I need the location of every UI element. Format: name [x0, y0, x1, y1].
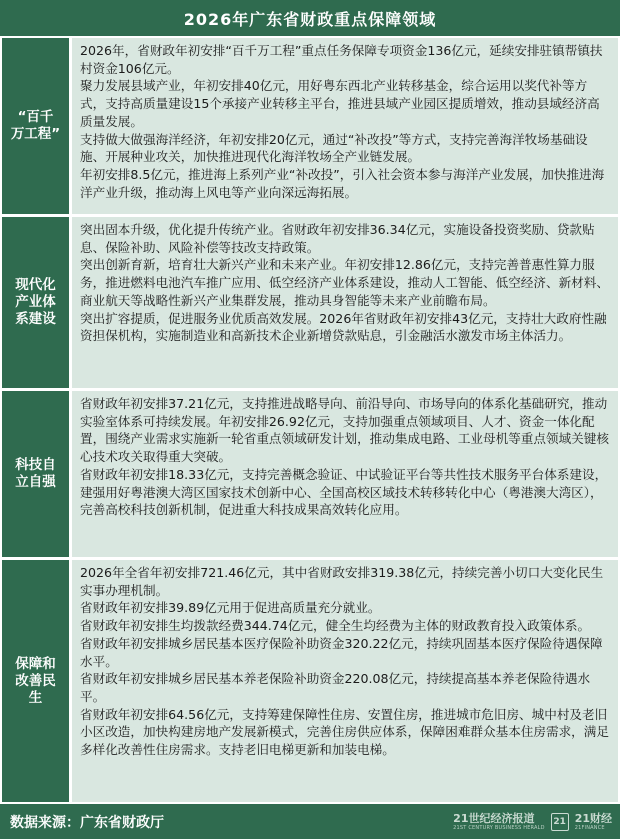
footer-bar: [0, 804, 620, 839]
section-text: 突出固本升级，优化提升传统产业。省财政年初安排36.34亿元，实施设备投资奖励、贷款贴息、保险补助、风险补偿等技改支持政策。 突出创新育新，培育壮大新兴产业和未来产业。年初安排12.86亿元，支持完善普惠性算力服务，推进燃料电池汽车推广应用、低空经济产业体系建设，推动人工智能、低空经济、新材料、商业航天等战略性新兴产业集群发展，推动具身智能等未来产业前瞻布局。 突出扩容提质，促进服务业优质高效发展。2026年省财政年初安排43亿元，支持壮大政府性融资担保机构，实施制造业和高新技术企业新增贷款贴息，引金融活水激发市场主体活力。: [72, 217, 618, 388]
watermark-mark-icon: 21: [551, 813, 569, 831]
section-livelihood: [2, 560, 618, 802]
watermark: [453, 813, 612, 831]
watermark-logo-21finance: 21财经 21FINANCE: [574, 811, 612, 831]
category-label: 保障和 改善民 生: [2, 560, 72, 802]
category-label: 现代化 产业体 系建设: [2, 217, 72, 388]
data-source: 数据来源：广东省财政厅: [10, 814, 164, 831]
watermark-logo-21cbh: 21世纪经济报道 21ST CENTURY BUSINESS HERALD: [453, 811, 545, 831]
category-label: 科技自 立自强: [2, 391, 72, 557]
section-industry: [2, 217, 618, 388]
category-label: “百千 万工程”: [2, 38, 72, 214]
section-text: 2026年全省年初安排721.46亿元，其中省财政安排319.38亿元，持续完善小切口大变化民生实事办理机制。 省财政年初安排39.89亿元用于促进高质量充分就业。 省财政年初安排生均拨款经费344.74亿元，健全生均经费为主体的财政教育投入政策体系。 省财政年初安排城乡居民基本医疗保险补助资金320.22亿元，持续巩固基本医疗保险待遇保障水平。 省财政年初安排城乡居民基本养老保险补助资金220.08亿元，持续提高基本养老保险待遇水平。 省财政年初安排64.56亿元，支持筹建保障性住房、安置住房，推进城市危旧房、城中村及老旧小区改造，加快构建房地产发展新模式，完善住房供应体系，保障困难群众基本住房需求，满足多样化改善性住房需求。支持老旧电梯更新和加装电梯。: [72, 560, 618, 802]
section-bqw: [2, 38, 618, 214]
section-text: 省财政年初安排37.21亿元，支持推进战略导向、前沿导向、市场导向的体系化基础研究，推动实验室体系可持续发展。年初安排26.92亿元，支持加强重点领域项目、人才、资金一体化配置，围绕产业需求实施新一轮省重点领域研发计划，推动集成电路、工业母机等重点领域关键核心技术攻关取得重大突破。 省财政年初安排18.33亿元，支持完善概念验证、中试验证平台等共性技术服务平台体系建设，建强用好粤港澳大湾区国家技术创新中心、全国高校区域技术转移转化中心（粤港澳大湾区），完善高校科技创新机制，促进重大科技成果高效转化应用。: [72, 391, 618, 557]
page-title: 2026年广东省财政重点保障领域: [0, 0, 620, 36]
section-text: 2026年，省财政年初安排“百千万工程”重点任务保障专项资金136亿元，延续安排驻镇帮镇扶村资金106亿元。 聚力发展县域产业，年初安排40亿元，用好粤东西北产业转移基金，综合运用以奖代补等方式，支持高质量建设15个承接产业转移主平台，推进县域产业园区提质增效，推动县域经济高质量发展。 支持做大做强海洋经济，年初安排20亿元，通过“补改投”等方式，支持完善海洋牧场基础设施、开展种业攻关，加快推进现代化海洋牧场全产业链发展。 年初安排8.5亿元，推进海上系列产业“补改投”，引入社会资本参与海洋产业发展，加快推进海洋产业升级，推动海上风电等产业向深远海拓展。: [72, 38, 618, 214]
section-tech: [2, 391, 618, 557]
